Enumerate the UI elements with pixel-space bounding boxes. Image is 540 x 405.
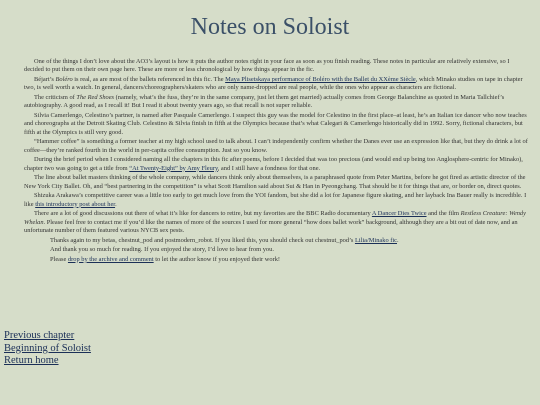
italic-text: Restless Creature: Wendy Whelan: [24, 210, 526, 226]
text: Thanks again to my betas, chestnut_pod and postmodern_robot. If you liked this, you should check out chestnut_pod’s: [50, 236, 355, 244]
text: .: [397, 236, 399, 244]
text: During the brief period when I considered naming all the chapters in this fic after poems, before I decided that was too precious (and would end up being too Anglosphere-centric for Minako), chapter two was going to get a title from: [24, 156, 523, 172]
paragraph: [24, 210, 529, 235]
documentary-link[interactable]: A Dancer Dies Twice: [371, 210, 427, 218]
paragraph: One of the things I don’t love about the AO3’s layout is how it puts the author notes right in your face as soon as you finish reading. These notes in particular are relatively extensive, so I decided to put them on their own page here. These are more or less chronological by how things appear in the fic.: [24, 58, 510, 74]
arakawa-post-link[interactable]: this introductory post about her: [35, 200, 116, 208]
paragraph: “Hammer coffee” is something a former teacher at my high school used to talk about. I can’t independently confirm whether the Danes ever use an expression like that, but they do drink a lot of coffee—they’re ranked fourth in the world in per-capita coffee consumption. Just so you know.: [24, 138, 528, 154]
text: , and I still have a fondness for that one.: [217, 164, 321, 172]
bolero-performance-link[interactable]: Maya Plisetskaya performance of Boléro with the Ballet du XXème Siècle: [225, 75, 416, 83]
previous-chapter-link[interactable]: Previous chapter: [4, 330, 75, 341]
comment-link[interactable]: drop by the archive and comment: [67, 255, 154, 263]
paragraph: [24, 156, 529, 173]
text: Please: [50, 255, 68, 263]
notes-body: [24, 58, 529, 265]
text: (namely, what’s the fuss, they’re in the same company, just let them get married) actually comes from George Balanchine as quoted in Maria Tallchief’s autobiography. A good read, as I recall it! But I read it about twenty years ago, so that recall is not super reliable.: [24, 93, 505, 110]
text: Béjart’s: [34, 75, 56, 83]
return-home-link[interactable]: Return home: [4, 355, 59, 366]
paragraph: [24, 94, 529, 111]
chapter-navigation: [4, 330, 91, 368]
text: and the film: [426, 210, 461, 218]
paragraph: And thank you so much for reading. If you enjoyed the story, I’d love to hear from you.: [50, 246, 274, 254]
paragraph: Silvia Camerlengo, Celestino’s partner, is named after Pasquale Camerlengo. I suspect this guy was the model for Celestino in the first place–at least, he’s an Italian ice dancer who now teaches and choreographs at the Detroit Skating Club. Celestino & Silvia finish in fifth at the Olympics because that’s what Calegari & Camerlengo historically did in 1992. Sorry, fictional characters, but fifth at the Olympics is still very good.: [24, 111, 527, 136]
text: is real, as are most of the ballets referenced in this fic. The: [72, 75, 226, 83]
fic-link[interactable]: Lilia/Minako fic: [354, 236, 397, 244]
paragraph: [24, 237, 529, 245]
poem-link[interactable]: “At Twenty-Eight” by Amy Fleury: [129, 164, 218, 172]
page-title: Notes on Soloist: [190, 14, 350, 40]
paragraph: [24, 256, 529, 264]
text: The criticism of: [34, 93, 77, 101]
italic-text: The Red Shoes: [76, 93, 115, 101]
text: . Please feel free to contact me if you’d like the names of more of the sources I used for more general “how does ballet work” background, although they are a bit out of date now, and an unfortunate number of them featured various NYCB sex pests.: [24, 218, 518, 234]
text: Shizuka Arakawa’s competitive career was a little too early to get much love from the YOI fandom, but she did a lot for Japanese figure skating, and her layback Ina Bauer really is incredible. I like: [24, 192, 527, 208]
paragraph: [24, 76, 529, 93]
text: , which Minako studies on tape in chapter two, is well worth a watch. In general, dancers/choreographers/skaters who are only name-dropped are real people, while the ones who appear as characters are fictional.: [24, 75, 523, 92]
beginning-link[interactable]: Beginning of Soloist: [4, 342, 91, 354]
italic-text: Boléro: [55, 75, 73, 83]
text: There are a lot of good discussions out there of what it’s like for dancers to retire, but my favorites are the BBC Radio documentary: [34, 210, 372, 218]
text: to let the author know if you enjoyed their work!: [153, 255, 281, 263]
text: .: [115, 200, 117, 208]
paragraph: [24, 192, 529, 209]
paragraph: The line about ballet masters thinking of the whole company, while dancers think only about themselves, is a paraphrased quote from Peter Martins, before he got fired as artistic director of the New York City Ballet. Oh, and “best partnering in the competition” is what Scott Hamilton said about Sui & Han in Pyeongchang. That should be it for things that are, or border on, direct quotes.: [24, 174, 526, 190]
